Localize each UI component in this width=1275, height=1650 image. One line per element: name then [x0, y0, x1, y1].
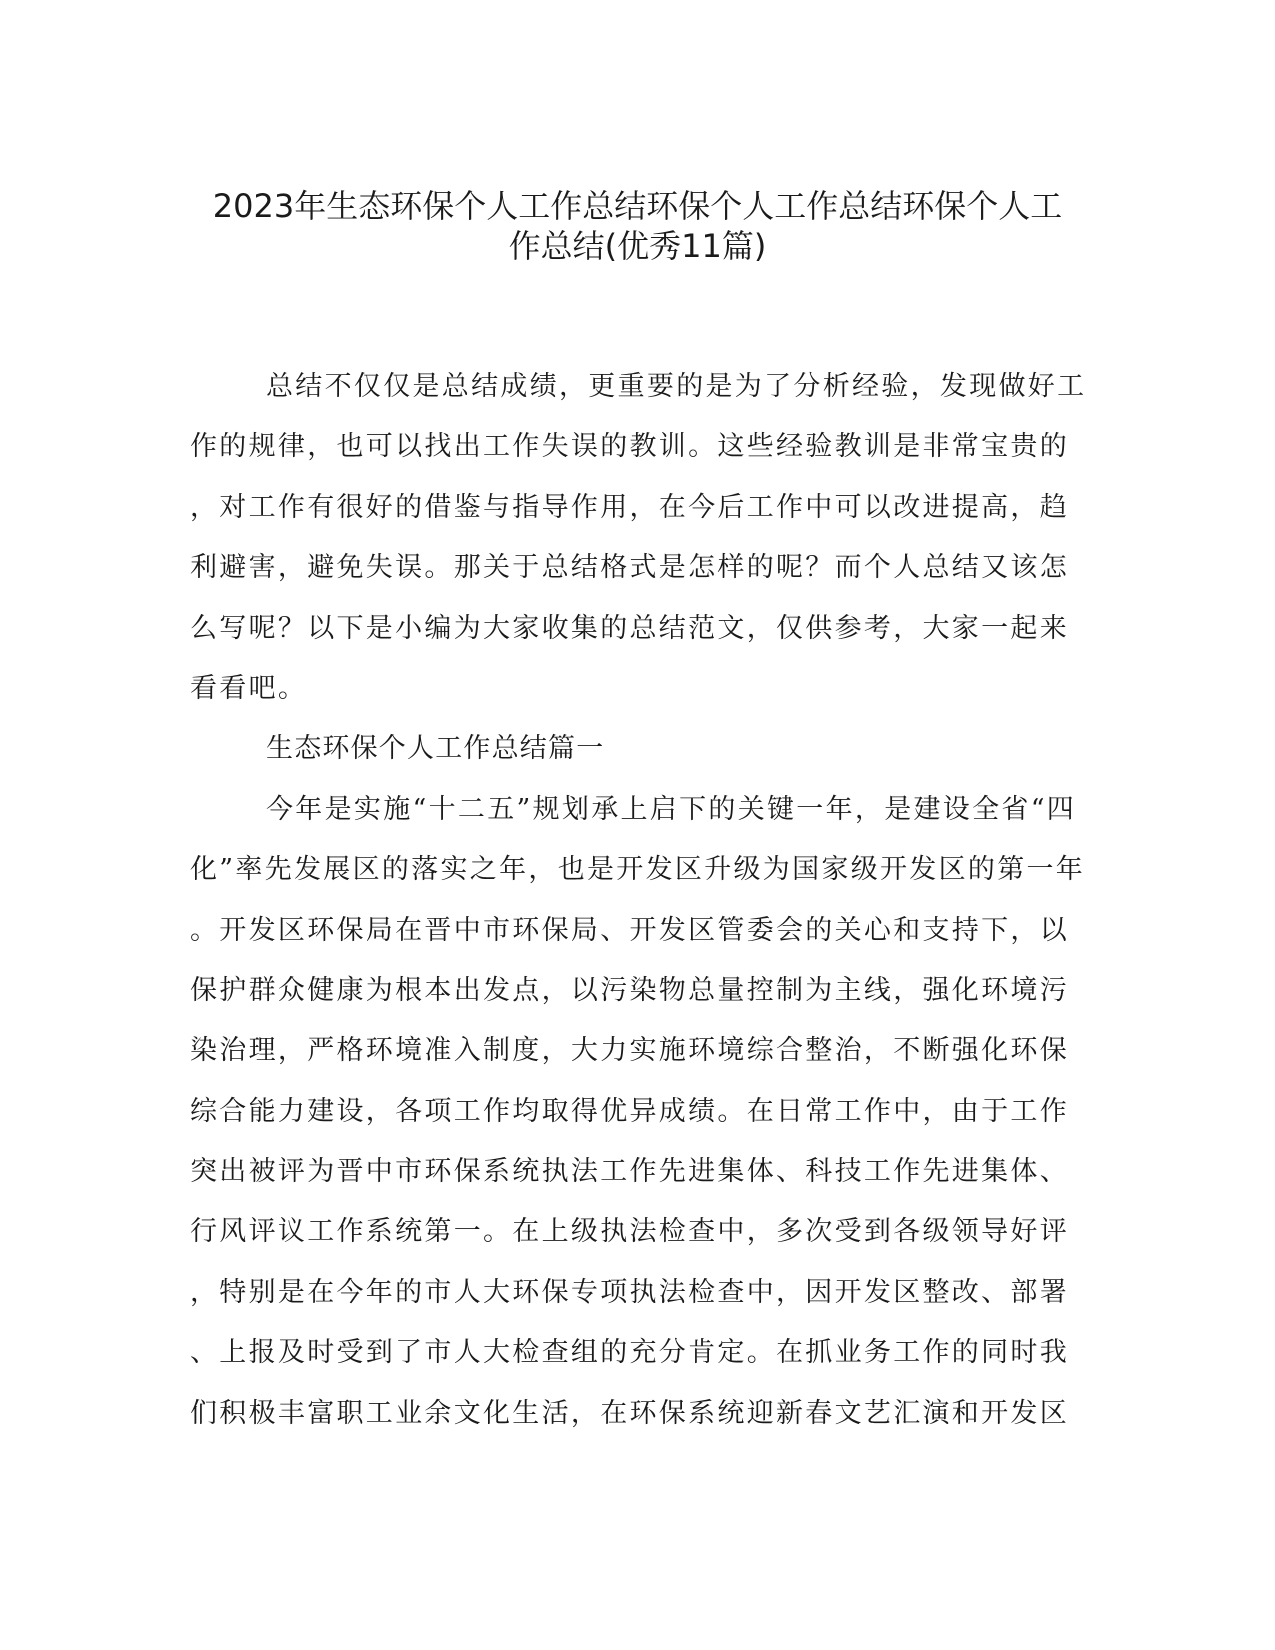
- intro-paragraph-line: 么写呢？以下是小编为大家收集的总结范文，仅供参考，大家一起来: [190, 612, 1069, 644]
- title-line-1: 2023年生态环保个人工作总结环保个人工作总结环保个人工: [212, 187, 1063, 225]
- intro-paragraph-line: 利避害，避免失误。那关于总结格式是怎样的呢？而个人总结又该怎: [190, 552, 1069, 584]
- section-paragraph-line: 、上报及时受到了市人大检查组的充分肯定。在抓业务工作的同时我: [190, 1337, 1069, 1369]
- section-paragraph-line: 保护群众健康为根本出发点，以污染物总量控制为主线，强化环境污: [190, 974, 1069, 1006]
- section-paragraph-line: 们积极丰富职工业余文化生活，在环保系统迎新春文艺汇演和开发区: [190, 1397, 1069, 1429]
- section-paragraph-line: 染治理，严格环境准入制度，大力实施环境综合整治，不断强化环保: [190, 1035, 1069, 1067]
- section-paragraph-line: ，特别是在今年的市人大环保专项执法检查中，因开发区整改、部署: [190, 1276, 1069, 1308]
- document-body: [190, 371, 1087, 1459]
- intro-paragraph-line: 作的规律，也可以找出工作失误的教训。这些经验教训是非常宝贵的: [190, 431, 1069, 463]
- title-line-2: 作总结(优秀11篇): [508, 227, 767, 265]
- section-heading: 生态环保个人工作总结篇一: [266, 733, 605, 765]
- section-paragraph-line: 今年是实施“十二五”规划承上启下的关键一年，是建设全省“四: [266, 793, 1077, 825]
- section-paragraph-line: 突出被评为晋中市环保系统执法工作先进集体、科技工作先进集体、: [190, 1156, 1069, 1188]
- intro-paragraph-line: 总结不仅仅是总结成绩，更重要的是为了分析经验，发现做好工: [266, 371, 1087, 402]
- section-paragraph-line: 化”率先发展区的落实之年，也是开发区升级为国家级开发区的第一年: [190, 854, 1086, 886]
- section-paragraph-line: 行风评议工作系统第一。在上级执法检查中，多次受到各级领导好评: [190, 1216, 1069, 1248]
- section-paragraph-line: 。开发区环保局在晋中市环保局、开发区管委会的关心和支持下，以: [190, 914, 1069, 946]
- document-title: [150, 186, 1125, 266]
- intro-paragraph-line: ，对工作有很好的借鉴与指导作用，在今后工作中可以改进提高，趋: [190, 491, 1069, 523]
- section-paragraph-line: 综合能力建设，各项工作均取得优异成绩。在日常工作中，由于工作: [190, 1095, 1069, 1127]
- intro-paragraph-line: 看看吧。: [190, 672, 308, 704]
